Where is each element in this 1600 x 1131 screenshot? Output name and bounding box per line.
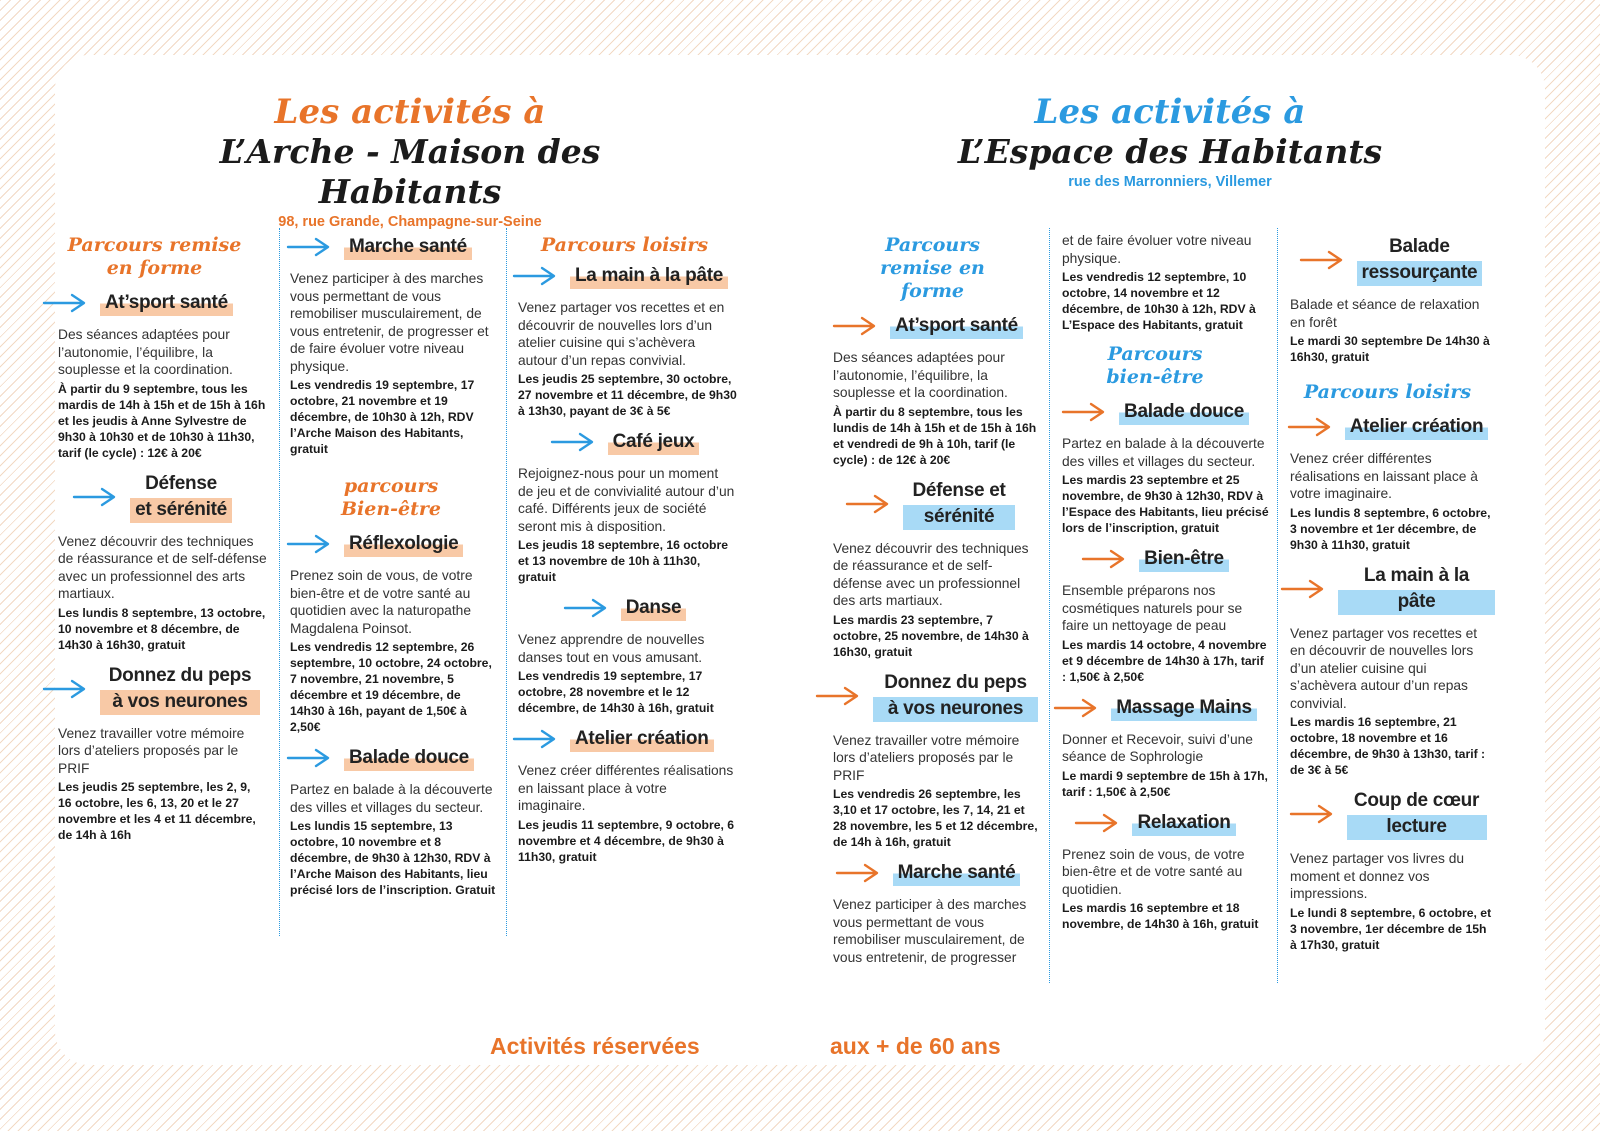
section-heading: Parcours loisirs — [540, 234, 709, 256]
activity-description: Venez partager vos recettes et en découvrir de nouvelles lors d’un atelier cuisine qui s’achèvera autour d’un repas convivial. — [518, 300, 725, 368]
activity-title-text: At’sport santé — [100, 290, 233, 316]
activity-title-text: La main à la pâte — [1338, 563, 1495, 615]
activity-title — [512, 263, 737, 289]
arrow-right-icon — [286, 533, 332, 555]
activity-schedule: Les vendredis 12 septembre, 10 octobre, 14 novembre et 12 décembre, de 10h30 à 12h, RDV à L’Espace des Habitants, gratuit — [1062, 270, 1256, 332]
arrow-right-icon — [835, 862, 881, 884]
activity-title — [1280, 788, 1495, 840]
activity-schedule: À partir du 9 septembre, tous les mardis de 14h à 15h et de 15h à 16h et les jeudis à Anne Sylvestre de 9h30 à 10h30 et de 10h30 à 11h30, tarif (le cycle) : 12€ à 20€ — [58, 381, 266, 460]
right-column-3 — [1280, 230, 1495, 963]
activity-description: Venez participer à des marches vous permettant de vous remobiliser musculairement, de vous entretenir, de progresser — [833, 897, 1027, 965]
activity-title-text: Réflexologie — [344, 531, 463, 557]
activity-schedule: Le lundi 8 septembre, 6 octobre, et 3 novembre, 1er décembre de 15h à 17h30, gratuit — [1290, 905, 1492, 952]
activity-description: Donner et Recevoir, suivi d’une séance de Sophrologie — [1062, 731, 1253, 764]
activity-title — [815, 670, 1040, 722]
activity-description: Venez découvrir des techniques de réassurance et de self-défense avec un professionnel des arts martiaux. — [58, 533, 267, 601]
arrow-right-icon — [815, 685, 861, 707]
activity-title — [72, 471, 232, 523]
section-heading: Parcours remise en forme — [67, 234, 242, 279]
arrow-right-icon — [1280, 578, 1326, 600]
activity-title — [286, 531, 496, 557]
activity-title-text: Atelier création — [570, 726, 714, 752]
activity-title-text: Balade douce — [344, 745, 474, 771]
left-header-title: L’Arche - Maison des Habitants — [219, 132, 601, 211]
arrow-right-icon — [512, 265, 558, 287]
activity-title — [1040, 399, 1270, 425]
activity-description: Rejoignez-nous pour un moment de jeu et de convivialité autour d’un café. Différents jeux de société seront mis à disposition. — [518, 466, 735, 534]
activity-schedule: À partir du 8 septembre, tous les lundis de 14h à 15h et de 15h à 16h et vendredi de 9h à 10h, tarif (le cycle) : de 12€ à 20€ — [833, 404, 1037, 467]
arrow-right-icon — [1074, 812, 1120, 834]
right-header-address: rue des Marronniers, Villemer — [1068, 174, 1272, 190]
left-column-1 — [42, 234, 267, 853]
right-column-2 — [1040, 232, 1270, 942]
activity-title-text: Défense et sérénité — [903, 478, 1015, 530]
activity-title-text: Massage Mains — [1111, 695, 1257, 721]
activity-description: Prenez soin de vous, de votre bien-être et de votre santé au quotidien avec la naturopathe Magdalena Poinsot. — [290, 568, 473, 636]
activity-title-text: Marche santé — [893, 860, 1021, 886]
activity-schedule: Les mardis 14 octobre, 4 novembre et 9 décembre de 14h30 à 17h, tarif : 1,50€ à 2,50€ — [1062, 637, 1267, 684]
activity-schedule: Les lundis 8 septembre, 13 octobre, 10 novembre et 8 décembre, de 14h30 à 16h30, gratuit — [58, 605, 266, 652]
activity-schedule: Les mardis 16 septembre, 21 octobre, 18 novembre et 16 décembre, de 9h30 à 13h30, tarif : de 3€ à 5€ — [1290, 715, 1486, 777]
activity-title — [1280, 563, 1495, 615]
activity-title-text: Défense et sérénité — [130, 471, 232, 523]
right-header-line1: Les activités à — [1034, 92, 1306, 132]
activity-schedule: Les vendredis 19 septembre, 17 octobre, 21 novembre et 19 décembre, de 10h30 à 12h, RDV l’Arche Maison des Habitants, gratuit — [290, 378, 475, 456]
activity-title — [815, 860, 1040, 886]
activity-title-text: Relaxation — [1132, 810, 1235, 836]
activity-title-text: Balade ressourçante — [1357, 234, 1483, 286]
activity-title — [42, 290, 267, 316]
activity-title-text: Danse — [621, 595, 687, 621]
activity-title-text: Café jeux — [608, 429, 700, 455]
activity-description: Venez partager vos livres du moment et donnez vos impressions. — [1290, 851, 1465, 901]
activity-description: Partez en balade à la découverte des villes et villages du secteur. — [290, 782, 493, 815]
arrow-right-icon — [832, 315, 878, 337]
arrow-right-icon — [1061, 401, 1107, 423]
activity-title-text: Atelier création — [1345, 414, 1489, 440]
activity-title — [512, 595, 737, 621]
footer-right: aux + de 60 ans — [830, 1033, 1001, 1059]
activity-schedule: Les jeudis 25 septembre, les 2, 9, 16 octobre, les 6, 13, 20 et le 27 novembre et les 4 et 11 décembre, de 14h à 16h — [58, 780, 256, 842]
activity-description: Venez apprendre de nouvelles danses tout en vous amusant. — [518, 632, 705, 665]
activity-schedule: Les mardis 23 septembre et 25 novembre, de 9h30 à 12h30, RDV à l’Espace des Habitants, lieu précisé lors de l’inscription, gratuit — [1062, 473, 1269, 535]
arrow-right-icon — [286, 236, 332, 258]
activity-title — [1040, 546, 1270, 572]
left-header — [150, 92, 670, 230]
activity-title — [1040, 810, 1270, 836]
activity-title — [512, 429, 737, 455]
activity-schedule: Les vendredis 19 septembre, 17 octobre, 28 novembre et le 12 décembre, de 14h30 à 16h, gratuit — [518, 669, 714, 715]
section-heading: Parcours remise en forme — [880, 234, 985, 302]
left-column-3 — [512, 234, 737, 875]
right-header-title: L’Espace des Habitants — [957, 132, 1383, 171]
activity-description: Ensemble préparons nos cosmétiques naturels pour se faire un nettoyage de peau — [1062, 583, 1243, 633]
activity-schedule: Le mardi 30 septembre De 14h30 à 16h30, gratuit — [1290, 334, 1490, 364]
activity-schedule: Les jeudis 18 septembre, 16 octobre et 13 novembre de 10h à 11h30, gratuit — [518, 538, 728, 584]
activity-title — [286, 745, 496, 771]
activity-schedule: Les jeudis 11 septembre, 9 octobre, 6 novembre et 4 décembre, de 9h30 à 11h30, gratuit — [518, 817, 735, 864]
activity-description: Venez travailler votre mémoire lors d’ateliers proposés par le PRIF — [58, 725, 245, 776]
activity-title-text: At’sport santé — [890, 313, 1023, 339]
arrow-right-icon — [286, 747, 332, 769]
activity-schedule: Les lundis 8 septembre, 6 octobre, 3 novembre et 1er décembre, de 9h30 à 11h30, gratuit — [1290, 505, 1491, 552]
activity-title-text: Marche santé — [344, 234, 472, 260]
footer-left: Activités réservées — [490, 1033, 700, 1059]
separator — [506, 228, 507, 936]
section-heading: Parcours bien-être — [1106, 343, 1204, 388]
activity-description: Partez en balade à la découverte des villes et villages du secteur. — [1062, 436, 1265, 469]
section-heading: Parcours loisirs — [1303, 381, 1472, 403]
activity-title — [42, 663, 267, 715]
activity-title — [286, 234, 496, 260]
arrow-right-icon — [512, 728, 558, 750]
activity-schedule: Les vendredis 26 septembre, les 3,10 et 17 octobre, les 7, 14, 21 et 28 novembre, les 5 et 12 décembre, de 14h à 16h, gratuit — [833, 787, 1038, 849]
activity-title-text: Donnez du peps à vos neurones — [873, 670, 1038, 722]
activity-schedule: Les mardis 23 septembre, 7 octobre, 25 novembre, de 14h30 à 16h30, gratuit — [833, 612, 1029, 659]
left-header-line1: Les activités à — [274, 92, 546, 132]
activity-title-text: Balade douce — [1119, 399, 1249, 425]
arrow-right-icon — [1299, 249, 1345, 271]
arrow-right-icon — [1081, 548, 1127, 570]
activity-title-text: Bien-être — [1139, 546, 1229, 572]
activity-schedule: Le mardi 9 septembre de 15h à 17h, tarif : 1,50€ à 2,50€ — [1062, 768, 1268, 799]
activity-description: Venez participer à des marches vous permettant de vous remobiliser musculairement, de vous entretenir, de progresser et de faire évoluer votre niveau physique. — [290, 271, 489, 374]
activity-description: Prenez soin de vous, de votre bien-être et de votre santé au quotidien. — [1062, 846, 1245, 897]
activity-title — [1040, 695, 1270, 721]
activity-schedule: Les jeudis 25 septembre, 30 octobre, 27 novembre et 11 décembre, de 9h30 à 13h30, payant de 3€ à 5€ — [518, 372, 737, 418]
section-heading: parcours Bien-être — [340, 475, 442, 520]
arrow-right-icon — [1053, 697, 1099, 719]
activity-description: et de faire évoluer votre niveau physique. — [1062, 233, 1252, 266]
activity-title-text: La main à la pâte — [570, 263, 728, 289]
left-header-address: 98, rue Grande, Champagne-sur-Seine — [278, 214, 542, 230]
arrow-right-icon — [42, 292, 88, 314]
separator — [1277, 228, 1278, 983]
arrow-right-icon — [1287, 416, 1333, 438]
arrow-right-icon — [563, 597, 609, 619]
arrow-right-icon — [845, 493, 891, 515]
activity-description: Des séances adaptées pour l’autonomie, l’équilibre, la souplesse et la coordination. — [833, 350, 1008, 400]
activity-title — [845, 478, 1015, 530]
activity-title — [1280, 414, 1495, 440]
activity-description: Venez découvrir des techniques de réassurance et de self-défense avec un professionnel des arts martiaux. — [833, 540, 1029, 608]
activity-description: Venez créer différentes réalisations en laissant place à votre imaginaire. — [1290, 451, 1478, 501]
activity-schedule: Les vendredis 12 septembre, 26 septembre, 10 octobre, 24 octobre, 7 novembre, 21 novembre, 5 décembre et 19 décembre, de 14h30 à 16h, payant de 1,50€ à 2,50€ — [290, 640, 492, 734]
activity-title — [815, 313, 1040, 339]
activity-description: Venez travailler votre mémoire lors d’ateliers proposés par le PRIF — [833, 732, 1020, 783]
arrow-right-icon — [42, 678, 88, 700]
activity-title-text: Coup de cœur lecture — [1347, 788, 1487, 840]
right-column-1 — [815, 234, 1040, 968]
activity-description: Venez créer différentes réalisations en laissant place à votre imaginaire. — [518, 763, 734, 813]
activity-title — [1280, 234, 1495, 286]
activity-title-text: Donnez du peps à vos neurones — [100, 663, 260, 715]
activity-description: Balade et séance de relaxation en forêt — [1290, 297, 1480, 330]
activity-title — [512, 726, 737, 752]
separator — [279, 228, 280, 936]
arrow-right-icon — [1289, 803, 1335, 825]
arrow-right-icon — [550, 431, 596, 453]
activity-description: Venez partager vos recettes et en découvrir de nouvelles lors d’un atelier cuisine qui s’achèvera autour d’un repas convivial. — [1290, 625, 1478, 711]
left-column-2 — [286, 230, 496, 908]
activity-description: Des séances adaptées pour l’autonomie, l’équilibre, la souplesse et la coordination. — [58, 327, 233, 377]
activity-schedule: Les lundis 15 septembre, 13 octobre, 10 novembre et 8 décembre, de 9h30 à 12h30, RDV à l’Arche Maison des Habitants, lieu précisé lors de l’inscription. Gratuit — [290, 819, 496, 897]
activity-schedule: Les mardis 16 septembre et 18 novembre, de 14h30 à 16h, gratuit — [1062, 901, 1259, 931]
arrow-right-icon — [72, 486, 118, 508]
right-header — [920, 92, 1420, 190]
